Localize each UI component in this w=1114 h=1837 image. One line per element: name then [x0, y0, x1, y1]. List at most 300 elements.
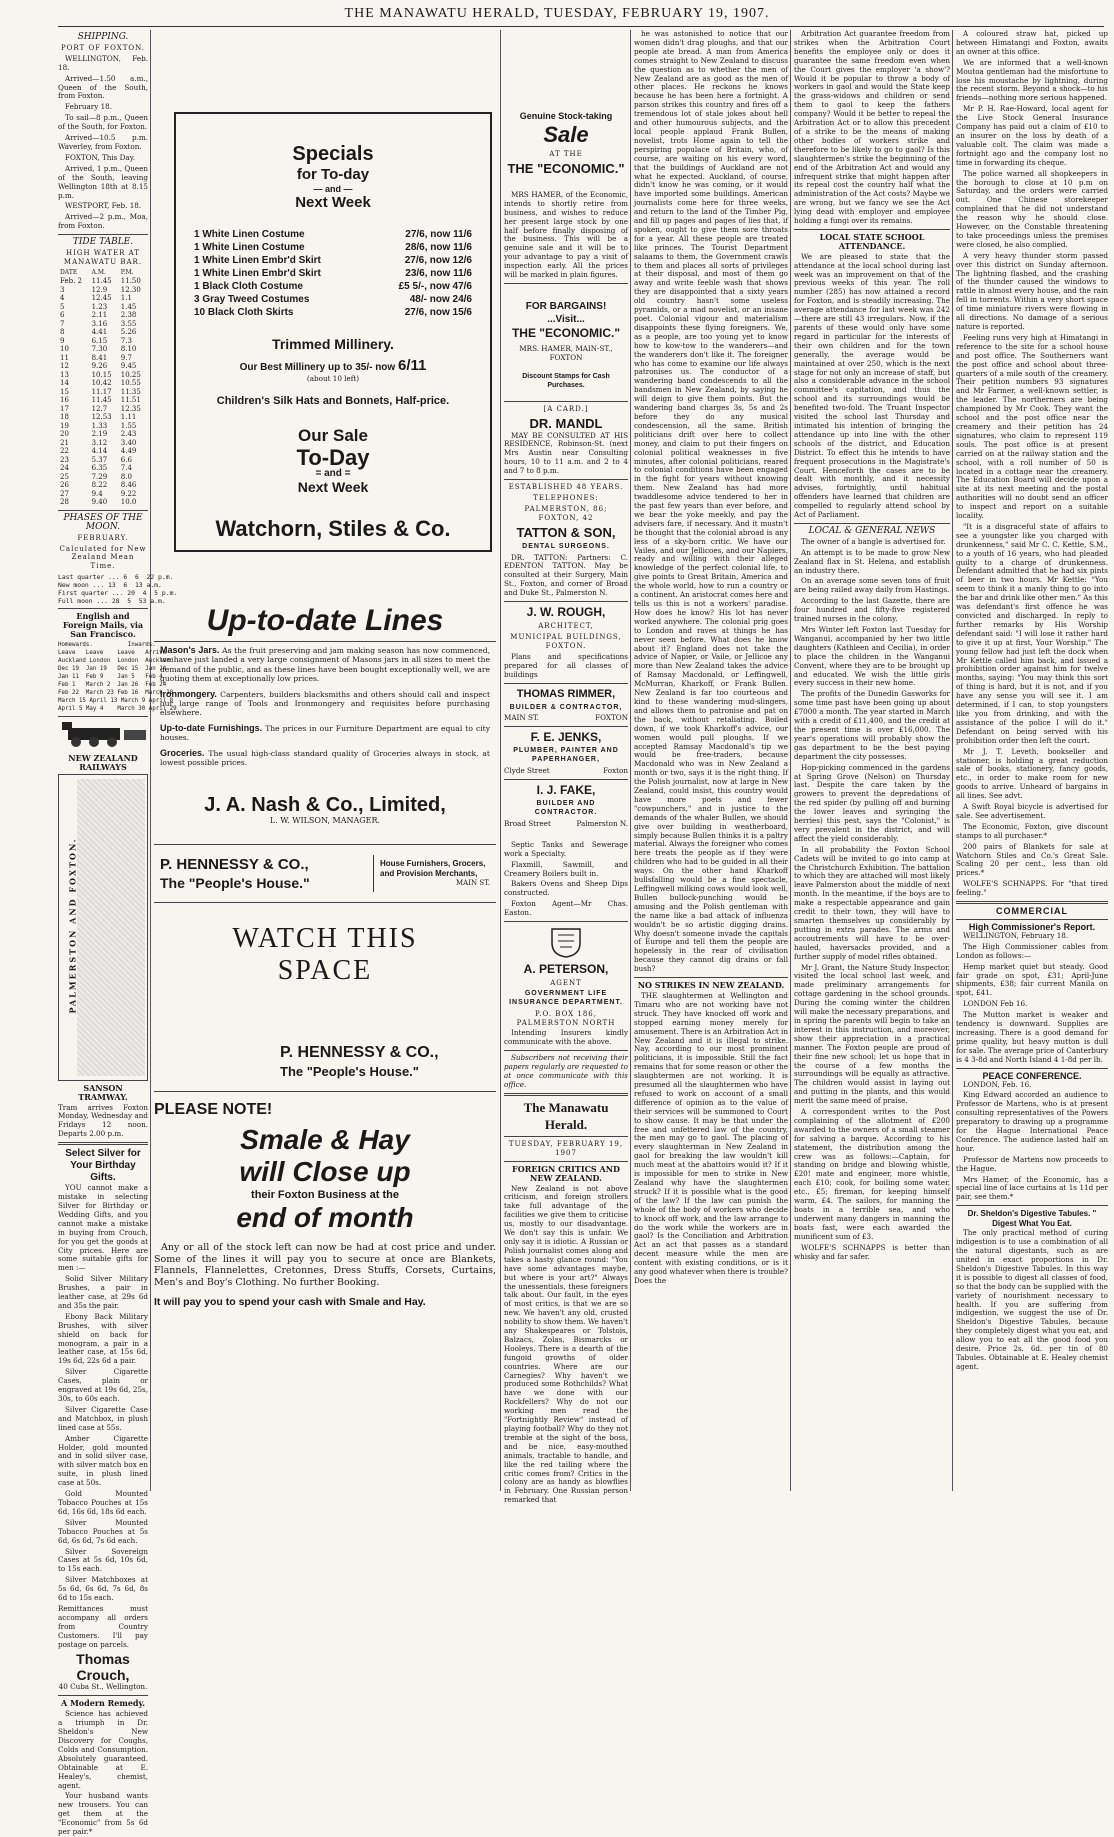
- divider: [58, 234, 148, 235]
- silver-item: Silver Matchboxes at 5s 6d, 6s 6d, 7s 6d, 8s 6d to 15s each.: [58, 1575, 148, 1603]
- news-item: Mr J. T. Leveth, bookseller and stationer, is holding a great reduction sale of books, stationery, fancy goods, etc., in order to make room for new goods to arrive. Unheard of bargains in all lines. See advt.: [956, 746, 1108, 801]
- mandl-name: DR. MANDL: [529, 415, 603, 431]
- tide-cell: Feb. 2: [60, 277, 83, 286]
- silver-list: [58, 1275, 148, 1603]
- divider: [956, 919, 1108, 920]
- sale-and: = and =: [315, 467, 351, 479]
- report-line: LONDON Feb 16.: [963, 999, 1028, 1009]
- news-item: An attempt is to be made to grow New Zealand flax in St. Helena, and establish an industry there.: [794, 547, 950, 575]
- column-4: [634, 30, 788, 1490]
- tide-header-cell: P.M.: [120, 268, 134, 276]
- tide-row: [58, 379, 148, 388]
- article-paragraph: he was astonished to notice that our women didn't drag ploughs, and that our people ate bread. A man from America comes straight to New Zealand to discuss the question as to whether the men of New Zealand are as good as the men of other places. He reckons he knows because he has been here a fortnight. A parson strikes this country and fires off a tremendous lot of stale jokes about hell and other humourous subjects, and the local people applaud Frank Bullen, novelist, trots Home again to tell the perspiring populace of Britain, who, of course, are waiting on his every word, that the buildings of Auckland are not what he expected. Auckland, of course, didn't know he was coming, or it would have imported some buildings. American journalists come here for three weeks, and return to the land of the Timber Pig, and fill up pages and pages of lies that, if spoken, ought to give them sore throats for a year. All these people are treated like princes. The Tourist Department salaams to them, the Government crawls to them and places all sorts of privileges at their disposal, and most of them go away and write feeble wash that shows they are disappointed that a sixty years old country hasn't some useless pyramids, or a mad novelist, or an insane poet. Colonial vigour and materialism disappoints these flying foreigners. We, as a people, are too young yet to know how to kow-tow to the wanderers—and the wanderers don't like it. The foreigner who has come to examine our life always patronises us. The conductor of a wandering band condescends to all the bandsmen in New Zealand, by saying he will deign to give them points. But the wandering band charges 3s, 5s and 2s before they do any musical condescension, all the same. British politicians drift over here to collect money, and claim to put their fingers on colonial political weaknesses in five minutes, after colonial politicians, reared to colonial conditions have been engaged in the fight for years without knowing them. New Zealand has had more twaddlesome advice tendered to her in the past few years than ever before, and we bear the yoke meekly, and pay the advisers fare, if necessary. And it mustn't be thought that the colonial abroad is any less of a sky-born critic. We have our Vailes, and our Jellicoes, and our Napiers, ready and willing with their alleged knowledge of the perfect colonial life, to give points to Great Britain, America and the whole world, how to run a country or a continent. An aristocrat comes here and tells us this is not a workers' paradise. How does he know? His lot has never worked anywhere. The colonial prig goes to London and raves at things he has never seen before. What does he know about it? England does not take the advice of Napier, or Vaile, or Jellicoe any more than New Zealand takes the advice of Ramsay Macdonald, or Leffingwell, McMurran, Kharkoff, or Frank Bullen. New Zealand is far too courteous and kind to these wandering mud-slingers, and allows them to patronise and pat on the back, without retaliating. Boiled down, if we took Kharkoff's advice, our women would pull ploughs. If we accepted Ramsay Macdonald's tip we would be free-traders, because Macdonald who was in New Zealand a month or two, says it is the right thing. If the Polish journalist, now at large in New Zealand, could insist, this country would have more poets and fewer "cowpunchers," and in justice to the demands of the whaler Bullen, we should give over building in weatherboard, simply because Bullen thinks it is a paltry material. Always the foreigner who comes here treats the people as if they were children who had to be guided in all their ways. On the other hand Kharkoff bullsfalling would be a fine spectacle, Leffingwell milking cows would look well, Bullen bullock-punching would be amusing and the Polish gentleman with the name like a bad attack of influenza wouldn't be so artistic digging drains. Why doesn't someone invade the capitals of Europe and tell them the people are hopelessly in the rear of civilisation because they cannot dig drains or fall bush?: [634, 29, 788, 974]
- divider: [154, 902, 496, 903]
- peace-text: [956, 1081, 1108, 1203]
- tide-cell: 10.55: [120, 379, 141, 388]
- sale-next: Next Week: [297, 478, 369, 495]
- tide-cell: 10.25: [120, 370, 141, 379]
- tide-cell: 1.55: [120, 421, 137, 430]
- tatton-name: TATTON & SON,: [516, 524, 616, 540]
- item-price: 23/6, now 11/6: [405, 268, 472, 279]
- shipping-list: [58, 55, 148, 231]
- mandl-text: MAY BE CONSULTED AT HIS RESIDENCE, Robinson-St. (next Mrs Austin near Consulting hours, 10 to 11 a.m. and 2 to 4 and 7 to 8 p.m.: [504, 430, 628, 476]
- tide-row: [58, 464, 148, 473]
- fake-street: Broad Street: [504, 818, 551, 828]
- will-close: will Close up: [239, 1156, 411, 1188]
- report-line: The Mutton market is weaker and tendency is downward. Supplies are increasing. There is a good demand for prime quality, but heavy mutton is dull for sale. The average price of Canterbury is 4 3-8d and North Island 4 1-8d per lb.: [956, 1010, 1108, 1064]
- tide-cell: 4.41: [91, 328, 108, 337]
- sheldon-heading: Dr. Sheldon's Digestive Tabules. " Digest What You Eat.: [967, 1209, 1097, 1229]
- shipping-line: To sail—8 p.m., Queen of the South, for Foxton.: [58, 113, 148, 132]
- discount-stamps: Discount Stamps for Cash Purchases.: [522, 372, 610, 389]
- news-item: "It is a disgraceful state of affairs to see a youngster like you charged with drunkenness," said Mr C. C. Kettle, S.M., to a youth of 16 years, who had pleaded guilty to a charge of drunkenness. Defendant admitted that he had six pints of beer in two hours. Mr Kettle: "You seem to think it a manly thing to go into the bar and drink like other men." As this was defendant's first offence he was convicted and discharged. In reply to further remarks by His Worship defendant said: "I will lose it rather hard to give it up at first, Your Worship." The young fellow had just left the dock when Mr Kettle called him back, and issued a prohibition order against him for twelve months, saying: "You may think this sort of thing is hard, but it is not, and if you have any sense you will see it. I am determined, if I can, to stop youngsters like you from drinking, and with the assistance of the police I will do it." Defendant on being served with his prohibition order then left the court.: [956, 521, 1108, 745]
- tide-cell: 11.50: [120, 277, 141, 286]
- moon-heading: PHASES OF THE MOON.: [63, 512, 143, 532]
- tatton-text: DR. TATTON: Partners: C. EDENTON TATTON. May be consulted at their Surgery, Main St., Foxton, and corner of Broad and Duke St., Palmerston N.: [504, 552, 628, 598]
- strikes-heading: NO STRIKES IN NEW ZEALAND.: [637, 980, 785, 991]
- tide-cell: 11.45: [91, 396, 112, 405]
- divider: [58, 1142, 148, 1145]
- tide-row: [58, 422, 148, 431]
- watchorn-name: Watchorn, Stiles & Co.: [215, 516, 451, 541]
- issue-date: TUESDAY, FEBRUARY 19, 1907: [508, 1139, 624, 1157]
- tide-row: [58, 345, 148, 354]
- item-price: 27/6, now 11/6: [405, 229, 472, 240]
- tide-cell: 3.12: [91, 438, 108, 447]
- item-name: 1 White Linen Embr'd Skirt: [194, 268, 321, 279]
- column-rule: [630, 30, 631, 1491]
- specials-item: [194, 280, 472, 293]
- tide-header-cell: A.M.: [91, 268, 106, 276]
- item-price: £5 5/-, now 47/6: [398, 281, 472, 292]
- hennessy-main: [160, 855, 374, 892]
- peace-heading: PEACE CONFERENCE.: [982, 1070, 1082, 1081]
- divider: [504, 401, 628, 402]
- sheldon-text: The only practical method of curing indigestion is to use a combination of all the natural digestants, such as are united in exact proportions in Dr. Sheldon's Digestive Tabules. In this way it is possible to digest all classes of food, so that the body can be supplied with the variety of nourishment necessary to health. If you are suffering from indigestion, we suggest the use of Dr. Sheldon's Digestive Tabules, because they completely digest what you eat, and allow you to eat all the good food you desire. Price 2s. 6d. per tin of 80 Tabules. Obtainable at E. Healey chemist agent.: [956, 1228, 1108, 1371]
- report-line: King Edward accorded an audience to Professor de Martens, who is at present consulting representatives of the Powers preparatory to drawing up a programme for the Hague International Peace Conference. The audience lasted half an hour.: [956, 1090, 1108, 1153]
- divider: [504, 683, 628, 684]
- mails-row: Dec 19 Jan 19 Dec 15 Jan 14: [58, 666, 167, 672]
- tide-cell: 10.15: [91, 370, 112, 379]
- tide-header-cell: DATE: [60, 268, 78, 276]
- tide-cell: 11.45: [91, 277, 112, 286]
- tide-cell: 7: [60, 319, 65, 328]
- silver-item: Gold Mounted Tobacco Pouches at 15s 6d, 16s 6d, 18s 6d each.: [58, 1489, 148, 1516]
- trimmed-millinery: Trimmed Millinery.: [272, 336, 394, 352]
- silver-item: Amber Cigarette Holder, gold mounted and in solid silver case, with silver match box en suite, in plush lined case at 50s.: [58, 1433, 148, 1488]
- tide-cell: 20: [60, 430, 69, 439]
- tide-cell: 1.1: [120, 294, 132, 303]
- mails-row: April 5 May 4 March 30 April 29: [58, 706, 177, 712]
- tide-cell: 8.41: [91, 353, 108, 362]
- train-engraving: [58, 720, 148, 748]
- high-commissioner-heading: High Commissioner's Report.: [968, 922, 1096, 932]
- tide-row: [58, 277, 148, 286]
- tide-cell: 6.35: [91, 464, 108, 473]
- moon-table: [58, 573, 178, 606]
- uptodate-key: Ironmongery.: [160, 688, 217, 699]
- tide-row: [58, 328, 148, 337]
- divider: [504, 779, 628, 780]
- moon-subheading: FEBRUARY.: [77, 533, 129, 542]
- divider: [956, 1205, 1108, 1206]
- paragraphs-list: [956, 30, 1108, 898]
- tide-row: [58, 294, 148, 303]
- nash-manager: L. W. WILSON, MANAGER.: [269, 816, 381, 826]
- item-price: 27/6, now 15/6: [404, 307, 472, 318]
- local-news-list: [794, 538, 950, 1262]
- masthead-rule: [58, 26, 1104, 27]
- moon-row: Full moon ... 28 5 53 a.m.: [58, 597, 166, 606]
- tide-row: [58, 362, 148, 371]
- tide-cell: 9.40: [91, 498, 108, 507]
- fake-line: Foxton Agent—Mr Chas. Easton.: [504, 899, 628, 918]
- tide-cell: 2.19: [91, 430, 108, 439]
- uptodate-key: Mason's Jars.: [160, 645, 220, 655]
- rough-text: Plans and specifications prepared for all classes of buildings: [504, 651, 628, 679]
- tide-cell: 28: [60, 498, 69, 507]
- column-7: [956, 30, 1108, 1490]
- tide-row: [58, 320, 148, 329]
- jenks-sub: PLUMBER, PAINTER AND PAPERHANGER,: [513, 747, 619, 764]
- foreign-critics-heading: FOREIGN CRITICS AND NEW ZEALAND.: [512, 1163, 620, 1183]
- tide-cell: 9.4: [91, 489, 103, 498]
- news-item: The Economic, Foxton, give discount stamps to all purchaser.*: [956, 821, 1108, 840]
- crouch-address: 40 Cuba St., Wellington.: [58, 1682, 148, 1692]
- mails-row: Homewards. Inwards.: [58, 642, 156, 648]
- timetable-grid: [77, 779, 145, 1076]
- tide-cell: 3.55: [120, 319, 137, 328]
- millinery-note: (about 10 left): [306, 374, 360, 383]
- smale-footer: It will pay you to spend your cash with Smale and Hay.: [154, 1296, 426, 1309]
- tide-row: [58, 405, 148, 414]
- shipping-line: Arrived, 1 p.m., Queen of the South, leaving Wellington 18th at 8.15 p.m.: [58, 163, 148, 200]
- tide-row: [58, 498, 148, 507]
- crouch-name: Thomas Crouch,: [76, 1651, 130, 1684]
- commercial-heading: COMMERCIAL: [996, 906, 1068, 917]
- shipping-line: Arrived—10.5 p.m. Waverley, from Foxton.: [58, 133, 148, 151]
- tide-cell: 5.26: [120, 328, 137, 337]
- tide-cell: 3.40: [120, 438, 137, 447]
- telephone-numbers: PALMERSTON, 86; FOXTON, 42: [524, 504, 608, 522]
- shipping-line: Arrived—2 p.m., Moa, from Foxton.: [58, 212, 148, 231]
- tide-cell: 16: [60, 396, 69, 405]
- specials-item: [194, 241, 472, 254]
- specials-next: Next Week: [295, 194, 371, 211]
- shipping-line: WELLINGTON, Feb. 18.: [58, 53, 148, 72]
- arbitration-text: Arbitration Act guarantee freedom from strikes when the Arbitration Court benefits the employee only or does it guarantee the same freedom even when the Court gives the employer 'a show'? Would it be popular to throw a body of workers in gaol and would the State keep the grass-widows and children or send them to gaol to keep the fathers company? Would it be better to repeal the Arbitration Act or to allow this precedent of a strike to be the means of making other bodies of workers strike and therefore to be likely to go to gaol? Is this slaughtermen's strike the beginning of the end of the Arbitration Act and would any infrequent strike that might happen after its repeal cost the country half what the administration of the Act costs? Maybe we are wrong, but we fancy we see the Act lying dead with employer and employee holding a fungi over its remains.: [794, 29, 950, 226]
- tide-cell: 12.30: [120, 285, 141, 294]
- end-of-month: end of month: [236, 1202, 414, 1234]
- rough-sub: ARCHITECT,: [538, 622, 594, 631]
- specials-title: Specials: [292, 143, 374, 165]
- tide-cell: 5: [60, 302, 65, 311]
- tide-row: [58, 311, 148, 320]
- sale-word: Sale: [543, 122, 589, 147]
- column-rule: [952, 30, 953, 1491]
- trousers-notice: Your husband wants new trousers. You can get them at the "Economic" from 5s 6d per pair.*: [58, 1791, 148, 1837]
- millinery-price: 6/11: [397, 357, 427, 374]
- tide-row: [58, 447, 148, 456]
- visit: ...Visit...: [547, 313, 585, 325]
- railways-heading: NEW ZEALAND RAILWAYS: [68, 752, 138, 772]
- smale-hay: Smale & Hay: [240, 1124, 410, 1156]
- fake-sub: BUILDER AND CONTRACTOR.: [534, 800, 598, 816]
- railway-timetable: [58, 774, 148, 1081]
- tide-cell: 17: [60, 404, 69, 413]
- report-line: The High Commissioner cables from London as follows:—: [956, 941, 1108, 960]
- please-note: PLEASE NOTE!: [154, 1101, 273, 1119]
- tide-cell: 14: [60, 379, 69, 388]
- tide-cell: 4.49: [120, 447, 137, 456]
- silver-heading: Select Silver for Your Birthday Gifts.: [65, 1148, 141, 1184]
- silver-item: Silver Sovereign Cases at 5s 6d, 10s 6d, to 15s each.: [58, 1546, 148, 1574]
- tide-cell: 6.15: [91, 336, 108, 345]
- uptodate-text: As the fruit preserving and jam making season has now commenced, we have just landed a very large consignment of Masons jars in all sizes to meet the demand of the public, and as these lines have been bought exceptionally well, we are quoting them at exceptionally low prices.: [160, 646, 491, 684]
- news-item: On an average some seven tons of fruit are being railed away daily from Hastings.: [794, 576, 950, 595]
- peoples-house: The "People's House.": [160, 875, 310, 892]
- news-item: Feeling runs very high at Himatangi in reference to the site for a school house and post office. The Southerners want the post office and school about three-quarters of a mile south of the creamery. Their petition numbers 93 signatures and Mr Farmer, a well-known settler, is the leader. The northerners are being championed by Mr Cook. They want the school and the post office near the creamery and their petition has 24 signatures, who claim to represent 119 souls. The post office is at present carried on at the railway station and the school, with a roll number of 50 is located in a cottage near the creamery. The Education Board will decide upon a site at its next meeting and the postal authorities will no doubt send an officer to inspect and report on a suitable locality.: [956, 332, 1108, 521]
- school-attendance-heading: LOCAL STATE SCHOOL ATTENDANCE.: [819, 231, 925, 251]
- mails-row: Feb 22 March 23 Feb 16 March 18: [58, 690, 174, 696]
- hennessy-name: P. HENNESSY & CO.,: [160, 856, 309, 874]
- peterson-agent: AGENT: [550, 978, 582, 987]
- column-rule: [150, 30, 151, 1491]
- tide-cell: 12.53: [91, 413, 112, 422]
- divider: [504, 1050, 628, 1051]
- news-item: The owner of a bangle is advertised for.: [801, 536, 946, 546]
- specials-item: [194, 267, 472, 280]
- peterson-address: P.O. BOX 186, PALMERSTON NORTH: [516, 1009, 616, 1027]
- sale-title: Our Sale: [298, 425, 368, 445]
- at-the: AT THE: [549, 150, 583, 158]
- crest-emblem: [504, 925, 628, 959]
- moon-row: Last quarter ... 6 6 22 p.m.: [58, 573, 174, 582]
- tide-row: [58, 430, 148, 439]
- news-item: WOLFE'S SCHNAPPS is better than whisky and far safer.: [794, 1242, 950, 1261]
- tide-cell: 19: [60, 421, 69, 430]
- hamer-text: MRS HAMER, of the Economic, intends to shortly retire from business, and wishes to reduce her present large stock by one half before finally disposing of the business. This will be a genuine sale and it will be to your advantage to pay a visit of inspection early. All the prices will be marked in plain figures.: [504, 189, 628, 280]
- column-rule: [790, 30, 791, 1491]
- local-news-heading: LOCAL & GENERAL NEWS: [808, 525, 936, 536]
- tide-row: [58, 473, 148, 482]
- hennessy-street: MAIN ST.: [456, 879, 490, 888]
- tide-table: [58, 269, 148, 507]
- tide-row: [58, 413, 148, 422]
- moon-calc-note: Calculated for New Zealand Mean Time.: [59, 544, 147, 571]
- tide-cell: 7.3: [120, 336, 132, 345]
- remittance-note: Remittances must accompany all orders from Country Customers. I'll pay postage on parcels.: [58, 1603, 148, 1649]
- rough-name: J. W. ROUGH,: [526, 605, 606, 620]
- uptodate-key: Up-to-date Furnishings.: [160, 722, 263, 733]
- divider: [58, 716, 148, 717]
- mails-row: Feb 1 March 2 Jan 26 Feb 24: [58, 682, 167, 688]
- tramway-text: Tram arrives Foxton Monday, Wednesday and Fridays 12 noon. Departs 2.00 p.m.: [58, 1102, 148, 1139]
- tide-row: [58, 481, 148, 490]
- divider: [956, 901, 1108, 904]
- foreign-critics-text: [504, 1185, 628, 1506]
- news-item: Hop-picking commenced in the gardens at Spring Grove (Nelson) on Thursday last. Despite the care taken by the growers to prevent the depredations of the red spider (by pulling off and burning the lower leaves and syringing the berries) this pest, says the "Colonist," is very prevalent in the district, and will affect the yield considerably.: [794, 762, 950, 843]
- silver-item: Solid Silver Military Brushes, a pair in leather case, at 29s 6d and 35s the pair.: [58, 1274, 148, 1310]
- divider: [504, 283, 628, 284]
- article-paragraph: New Zealand is not above criticism, and foreign strollers take full advantage of the facilities we give them to criticise us, mostly to our disadvantage. We don't say this is unfair. We only say it is idiotic. A Russian or Polish journalist comes along and takes a hasty glance round: "You have some advantages maybe, but where is your art?" Always the unessentials, these foreigners talk about. Our fault, in the eyes of most critics, is that we are so new. We haven't any old, crusted nobility to show them. We haven't any Shakespeares or Tolstois, Balzacs, Zolas, Bismarcks or Hooleys. There is a dearth of the fungoid growths of older countries. Where are our Carnegies? Why haven't we produced some Rothchilds? What have we done with our Rockfellers? Why do not our working men read the "Fortnightly Review" instead of playing football? Why do they not tremble at the sight of the boss, and be nice, easy-mouthed animals, tractable to handle, and like the red tailing where the critic comes from? Critics in the colony are as handy as blowflies in February. One Russian person remarked that: [504, 1183, 628, 1505]
- tide-row: [58, 337, 148, 346]
- tide-subheading: HIGH WATER AT MANAWATU BAR.: [63, 249, 143, 266]
- fake-list: [504, 841, 628, 918]
- bargains: FOR BARGAINS!: [525, 300, 607, 312]
- hennessy-name-2: P. HENNESSY & CO.,: [280, 1044, 439, 1062]
- rimmer-address: [504, 714, 628, 723]
- tide-cell: 9: [60, 336, 65, 345]
- mails-row: Auckland London London Auckland: [58, 658, 174, 664]
- rimmer-sub: BUILDER & CONTRACTOR,: [509, 703, 623, 711]
- divider: [504, 479, 628, 480]
- tide-cell: 2.43: [120, 430, 137, 439]
- uptodate-item: [160, 646, 490, 684]
- tide-cell: 1.45: [120, 302, 137, 311]
- foxton-business: their Foxton Business at the: [251, 1189, 399, 1202]
- established: ESTABLISHED 48 YEARS.: [508, 483, 624, 492]
- tide-cell: 4: [60, 294, 65, 303]
- tide-cell: 12: [60, 362, 69, 371]
- hennessy-trades: House Furnishers, Grocers, and Provision Merchants,: [380, 859, 486, 879]
- tide-cell: 8: [60, 328, 65, 337]
- tide-cell: 11.35: [120, 387, 141, 396]
- card-label: [A CARD.]: [543, 404, 589, 413]
- remedy-heading: A Modern Remedy.: [60, 1698, 146, 1709]
- uptodate-text: The usual high-class standard quality of Groceries always in stock, at lowest possible prices.: [160, 748, 490, 768]
- tide-cell: 9.22: [120, 489, 137, 498]
- specials-item: [194, 228, 472, 241]
- tide-cell: 1.11: [120, 413, 137, 422]
- item-name: 1 White Linen Costume: [194, 242, 305, 253]
- tide-cell: 4.14: [91, 447, 108, 456]
- silver-item: Ebony Back Military Brushes, with silver shield on back for monogram, a pair in a leather case, at 15s 6d, 19s 6d, 22s 6d a pair.: [58, 1311, 148, 1366]
- item-name: 1 White Linen Costume: [194, 229, 305, 240]
- economic-name-2: THE "ECONOMIC.": [511, 325, 621, 340]
- tide-row: [58, 303, 148, 312]
- uptodate-item: [160, 690, 490, 718]
- tide-cell: 27: [60, 489, 69, 498]
- column-5: [794, 30, 950, 1490]
- tide-row: [58, 490, 148, 499]
- tide-cell: 8.22: [91, 481, 108, 490]
- news-item: A coloured straw hat, picked up between Himatangi and Foxton, awaits an owner at this office.: [956, 29, 1108, 56]
- mails-row: Leave Leave Leave Arrive: [58, 650, 167, 656]
- divider: [956, 1068, 1108, 1069]
- report-line: Hemp market quiet but steady. Good fair grade on spot, £31; April-June shipments, £38; fair current Manila on spot, £41.: [956, 961, 1108, 998]
- hamer-address: MRS. HAMER, MAIN-ST., FOXTON: [519, 343, 613, 362]
- tide-cell: 2.38: [120, 311, 137, 320]
- report-line: Mrs Hamer, of the Economic, has a special line of lace curtains at 1s 11d per pair, see them.*: [956, 1174, 1108, 1202]
- herald-title: The Manawatu Herald.: [523, 1099, 609, 1132]
- column-1: [58, 30, 178, 1837]
- tide-row: [58, 396, 148, 405]
- school-attendance-text: We are pleased to state that the attendance at the local school during last week was an improvement on that of the previous weeks of this year. The roll number (285) has now attained a record for Foxton, and is steadily increasing. The average attendance for last week was 242—there are still 43 irregulars. Now, if the parents of these would only have some regard in particular for the interests of their own children and for the town generally, the average would be maintained at over 250, which is the next stage for not only an increase of staff, but also a considerable advance in the school committee's capitation, and thus the school and its surroundings would be benefited two-fold. The Truant Inspector visited the school last Thursday and intimated his intention of bringing the attendance up into line with the other schools of the district, and Education District. To effect this he intends to have frequent prosecutions in the Magistrate's Court. Henceforth the cases are to be dealt with monthly, and it necessity advises, fortnightly, until habitual offenders have learned that children are compelled to regularly attend school by Act of Parliament.: [794, 251, 950, 520]
- fake-town: Palmerston N.: [576, 818, 628, 828]
- foreign-critics-continued: [634, 30, 788, 974]
- sale-today: To-Day: [296, 444, 370, 470]
- specials-and: — and —: [313, 184, 353, 194]
- remedy-text: Science has achieved a triumph in Dr. Sheldon's New Discovery for Coughs, Colds and Consumption. Absolutely guaranteed. Obtainable at E. Healey's, chemist, agent.: [58, 1709, 148, 1790]
- masthead: THE MANAWATU HERALD, TUESDAY, FEBRUARY 19, 1907.: [344, 6, 770, 21]
- tide-cell: 13: [60, 370, 69, 379]
- specials-sub: for To-day: [296, 166, 370, 183]
- tide-row: [58, 388, 148, 397]
- divider: [504, 921, 628, 922]
- tide-cell: 23: [60, 455, 69, 464]
- shipping-line: WESTPORT, Feb. 18.: [65, 201, 142, 211]
- specials-item: [194, 254, 472, 267]
- uptodate-title: Up-to-date Lines: [206, 604, 444, 637]
- divider: [794, 229, 950, 230]
- tide-cell: 24: [60, 464, 69, 473]
- news-item: Mrs Winter left Foxton last Tuesday for Wanganui, accompanied by her two little daughters (Kathleen and Cecilia), in order to place the children in the Wanganui Convent, where they are to be brought up and educated. We wish the little girls every success in their new home.: [794, 625, 950, 688]
- jenks-street: Clyde Street: [504, 766, 550, 776]
- fake-line: Flaxmill, Sawmill, and Creamery Boilers built in.: [504, 859, 628, 878]
- silver-item: Silver Cigarette Case and Matchbox, in plush lined case at 55s.: [58, 1404, 148, 1432]
- uptodate-item: [160, 724, 490, 743]
- divider: [154, 844, 496, 845]
- nash-name: J. A. Nash & Co., Limited,: [204, 794, 446, 817]
- economic-name: THE "ECONOMIC.": [507, 160, 625, 176]
- tide-cell: 2.11: [91, 311, 108, 320]
- divider: [504, 1161, 628, 1162]
- tide-cell: 18: [60, 413, 69, 422]
- divider: [504, 1136, 628, 1137]
- shipping-line: February 18.: [65, 102, 113, 112]
- column-rule: [500, 30, 501, 1491]
- uptodate-item: [160, 749, 490, 768]
- watch-this: WATCH THIS: [232, 923, 418, 955]
- column-2: [154, 30, 496, 1490]
- millinery-offer: [184, 359, 482, 375]
- jenks-address: [504, 767, 628, 776]
- specials-item: [194, 306, 472, 319]
- column-3: [504, 30, 628, 1505]
- silver-intro: YOU cannot make a mistake in selecting Silver for Birthday or Wedding Gifts, and you cannot make a mistake in buying from Crouch, for you get the goods at City prices. Here are some suitable gifts for men :—: [58, 1183, 148, 1273]
- mails-heading: English and Foreign Mails, via San Francisco.: [62, 611, 144, 640]
- tide-cell: 1.23: [91, 302, 108, 311]
- tide-cell: 7.4: [120, 464, 132, 473]
- jenks-town: Foxton: [603, 766, 628, 776]
- report-line: WELLINGTON, February 18.: [963, 930, 1069, 940]
- tide-row: [58, 354, 148, 363]
- tide-cell: 5.37: [91, 455, 108, 464]
- tide-row: [58, 371, 148, 380]
- tide-row: [58, 286, 148, 295]
- millinery-text: Our Best Millinery up to 35/- now: [239, 362, 396, 373]
- hennessy-ad: [160, 855, 490, 892]
- divider: [154, 1091, 496, 1092]
- news-item: The profits of the Dunedin Gasworks for some time past have been going up about £7000 a month. The year started in March with a credit of £11,400, and the credit at the present time is over £16,000. The year's operations will probably show the gas department to be the best paying department the city possesses.: [794, 689, 950, 761]
- news-item: Mr P. H. Rae-Howard, local agent for the Live Stock General Insurance Company has paid out a claim of £10 to an insurer on the loss by death of a valuable colt. The claim was made a fortnight ago and the company lost no time in forwarding its cheque.: [956, 104, 1108, 167]
- rimmer-street: MAIN ST.: [504, 713, 539, 723]
- divider: [504, 601, 628, 602]
- tide-cell: 6.6: [120, 455, 132, 464]
- tide-cell: 12.7: [91, 404, 108, 413]
- childrens-hats: Children's Silk Hats and Bonnets, Half-price.: [216, 394, 450, 407]
- tide-heading: TIDE TABLE.: [72, 237, 134, 248]
- shipping-heading: SHIPPING.: [77, 32, 129, 42]
- tide-cell: 26: [60, 481, 69, 490]
- mails-table: [58, 641, 177, 713]
- uptodate-list: [160, 646, 490, 767]
- divider: [58, 1695, 148, 1696]
- moon-row: New moon ... 13 6 13 a.m.: [58, 581, 162, 590]
- rimmer-town: FOXTON: [595, 713, 628, 723]
- specials-list: [194, 228, 472, 319]
